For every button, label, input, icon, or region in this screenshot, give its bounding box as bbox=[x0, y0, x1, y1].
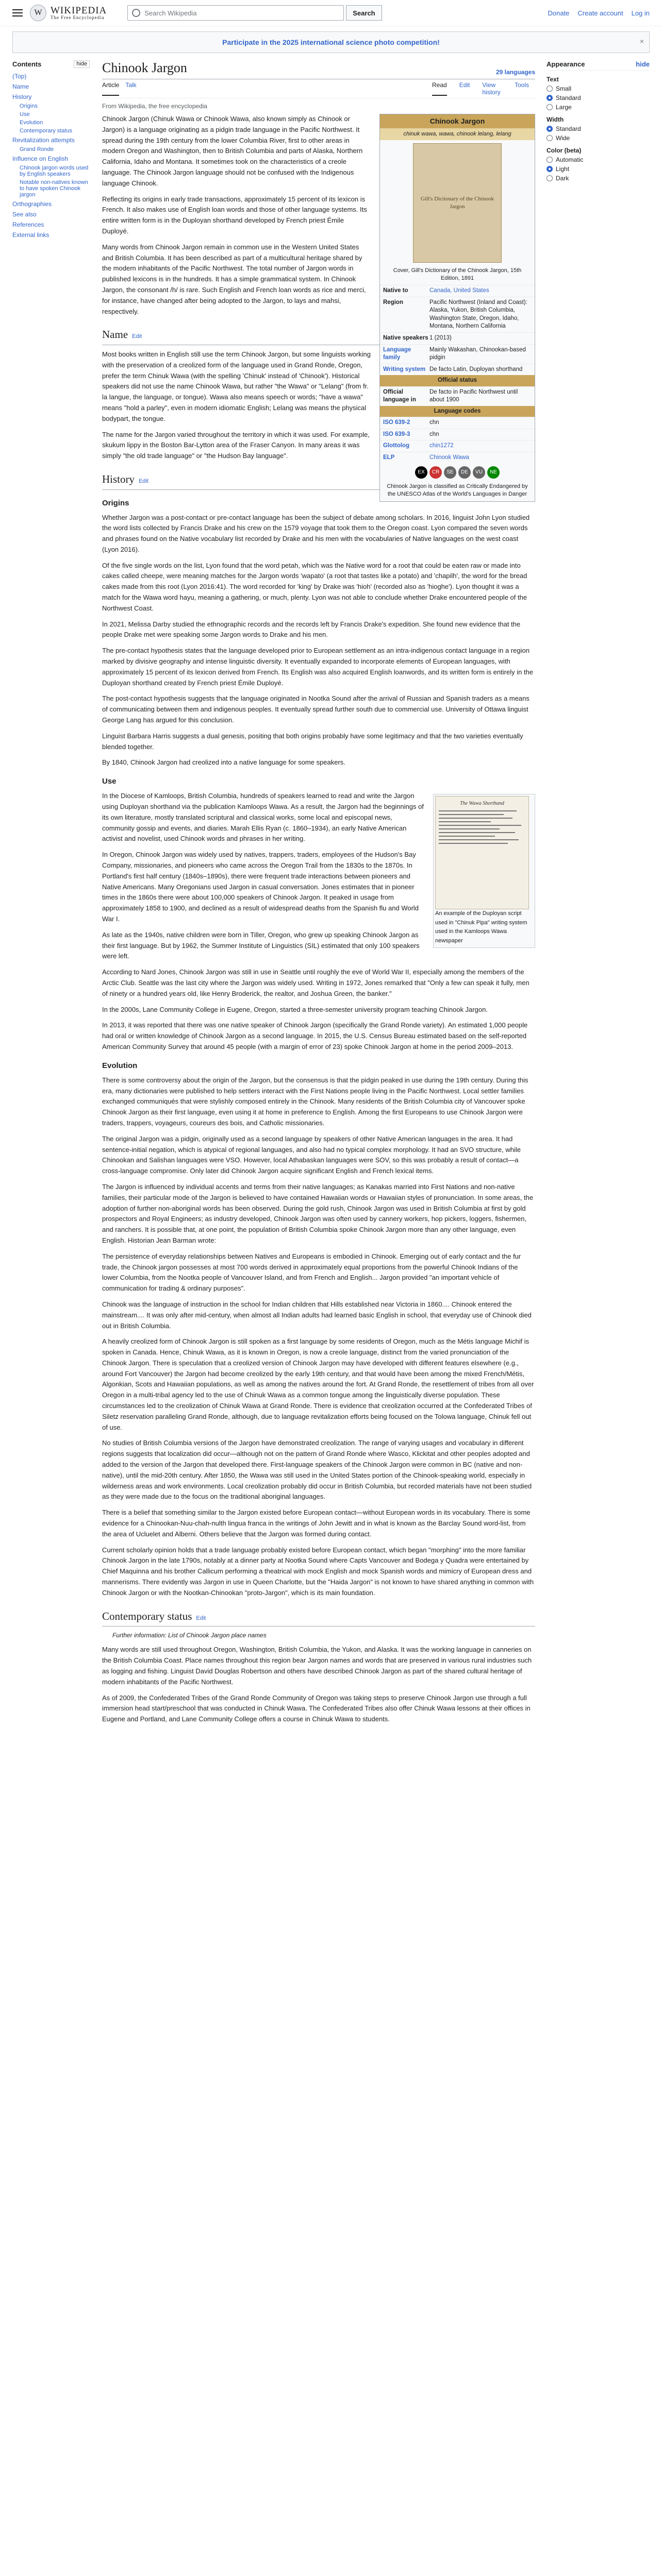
toc-subitem[interactable]: Evolution bbox=[20, 120, 43, 126]
scale-de: DE bbox=[458, 466, 471, 479]
toc-item[interactable]: (Top) bbox=[12, 73, 27, 80]
color-label: Color (beta) bbox=[547, 147, 582, 154]
scale-ex: EX bbox=[415, 466, 427, 479]
toc-item[interactable]: Influence on English bbox=[12, 155, 69, 162]
subsection-heading-origins: Origins bbox=[102, 498, 129, 507]
infobox-label: Native to bbox=[383, 287, 408, 294]
script-line bbox=[439, 836, 495, 837]
text-size-small[interactable] bbox=[547, 85, 650, 92]
infobox-row bbox=[380, 364, 535, 376]
search-placeholder: Search Wikipedia bbox=[144, 9, 197, 17]
infobox-value: chn bbox=[429, 419, 439, 426]
radio-icon bbox=[547, 157, 553, 163]
paragraph: As of 2009, the Confederated Tribes of the Grand Ronde Community of Oregon was taking steps to preserve Chinook Jargon use through a full immersion head start/preschool that was conducted in Chinuk Wawa. The Confederated Tribes also offer Chinuk Wawa lessons at their offices in Eugene and Portland, and Lane Community College offers a course in Chinuk Wawa to students. bbox=[102, 1693, 531, 1723]
text-size-standard[interactable] bbox=[547, 94, 650, 101]
option-label: Standard bbox=[556, 125, 581, 132]
intro-paragraph: Chinook Jargon (Chinuk Wawa or Chinook Wawa, also known simply as Chinook or Jargon) is a language originating as a pidgin trade language in the Pacific Northwest. It spread during the 19th century from the lower Columbia River, first to other areas in modern Oregon and Washington, then to British Columbia and parts of Alaska, Northern California, Idaho and Montana. It sometimes took on the characteristics of a creole language. The Chinook Jargon language should not be confused with the Indigenous language Chinook. bbox=[102, 115, 363, 187]
page-title: Chinook Jargon bbox=[102, 60, 187, 75]
toc-subitem[interactable]: Notable non-natives known to have spoken Chinook jargon bbox=[20, 179, 88, 198]
paragraph: In the Diocese of Kamloops, British Columbia, hundreds of speakers learned to read and write the Jargon using Duployan shorthand via the publication Kamloops Wawa. As a result, the Jargon had the beginnings of its own literature, mostly translated scriptural and classical works, some local and episcopal news, community gossip and events, and diaries. Marah Ellis Ryan (c. 1860–1934), an early Native American activist and novelist, used Chinook words and phrases in her writing. bbox=[102, 792, 424, 843]
site-notice-banner bbox=[12, 31, 650, 53]
paragraph: Current scholarly opinion holds that a trade language probably existed before European contact, which began "morphing" into the more familiar Chinook Jargon in the late 1790s, notably at a dinner party at Nootka Sound where Capts Vancouver and Bodega y Quadra were entertained by Chief Maquinna and his brother Callicum performing a theatrical with mock English and mock Spanish words and mimicry of European dress and mannerisms. There evidently was Jargon in use in Queen Charlotte, but the "Haida Jargon" is not known to have shared anything in common with Chinook Jargon or with the Nootkan-Chinookan "proto-Jargon", which is its main foundation. bbox=[102, 1546, 534, 1597]
script-line bbox=[439, 818, 512, 819]
toc-subitem[interactable]: Use bbox=[20, 111, 30, 117]
intro-paragraph: Reflecting its origins in early trade transactions, approximately 15 percent of its lexicon is French. It also makes use of English loan words and those of other language systems. Its entire written form is in the Duployan shorthand developed by French priest Émile Duployé. bbox=[102, 195, 367, 235]
paragraph: By 1840, Chinook Jargon had creolized into a native language for some speakers. bbox=[102, 758, 345, 767]
toc-item[interactable]: History bbox=[12, 93, 32, 100]
infobox-label[interactable]: ISO 639-3 bbox=[383, 431, 410, 437]
edit-section-link[interactable]: Edit bbox=[196, 1615, 206, 1621]
tab-read[interactable]: Read bbox=[432, 81, 447, 96]
color-automatic[interactable] bbox=[547, 156, 650, 163]
endangerment-scale bbox=[380, 463, 535, 482]
script-line bbox=[439, 839, 519, 840]
infobox-row bbox=[380, 344, 535, 364]
edit-section-link[interactable]: Edit bbox=[132, 333, 142, 340]
appearance-title: Appearance bbox=[547, 60, 585, 68]
main-menu-icon[interactable] bbox=[12, 9, 23, 16]
toc-item[interactable]: References bbox=[12, 221, 44, 228]
duployan-figure bbox=[433, 794, 535, 947]
width-standard[interactable] bbox=[547, 125, 650, 132]
wordmark-title: WIKIPEDIA bbox=[51, 5, 107, 16]
scale-vu: VU bbox=[473, 466, 485, 479]
toc-item[interactable]: Name bbox=[12, 83, 29, 90]
paragraph: Of the five single words on the list, Lyon found that the word petah, which was the Native word for a root that could be eaten raw or made into cakes called cheepe, were meaning matches for the Jargon words 'wapato' (a root that tastes like a potato) and 'chapilh', the word for the bread cakes made from this root (Lyon 2016:41). The word recorded for 'king' by Drake was 'hioh' (recorded also as 'hioghe'). Lyon thought it was a match for the Wawa word hayu, meaning a gathering, or much, plenty. Lyon was not able to conclude whether Drake encountered people of the Northwest Coast. bbox=[102, 561, 527, 612]
figure-title: The Wawa Shorthand bbox=[460, 801, 504, 807]
script-line bbox=[439, 821, 491, 822]
text-size-label: Text bbox=[547, 76, 559, 83]
log-in-link[interactable]: Log in bbox=[631, 9, 650, 17]
toc-subitem[interactable]: Origins bbox=[20, 103, 38, 109]
paragraph: The Jargon is influenced by individual accents and terms from their native languages; as Kanakas married into First Nations and non-native families, their particular mode of the Jargon is believed to have contained Hawaiian words or Hawaiian styles of pronunciation. In some areas, the adoption of further non-aboriginal words has been observed. During the gold rush, Chinook Jargon was used in British Columbia at first by gold prospectors and Royal Engineers; as industry developed, Chinook Jargon was often used by cannery workers, hop pickers, loggers, fishermen, and ranchers. It is possible that, at one point, the population of British Columbia spoke Chinook Jargon more than any other language, even English. Historian Jean Barman wrote: bbox=[102, 1182, 534, 1244]
subsection-heading-evolution: Evolution bbox=[102, 1061, 138, 1070]
wikipedia-globe-icon[interactable]: W bbox=[30, 5, 46, 21]
paragraph: A heavily creolized form of Chinook Jargon is still spoken as a first language by some residents of Oregon, much as the Métis language Michif is spoken in Canada. Hence, Chinuk Wawa, as it is known in Oregon, is now a creole language, distinct from the varied pronunciation of the Chinook Jargon. There is speculation that a creolized version of Chinook Jargon may have developed with different features elsewhere (e.g., around Fort Vancouver) the Jargon had become creolized by the early 19th century, and that would have been among the mixed French/Métis, Algonkian, Scots and Hawaiian populations, as well as among the natives around the fort. At Grand Ronde, the resettlement of tribes from all over Oregon in a multi-tribal agency led to the use of Chinuk Wawa as a common tongue among the linguistically diverse population. These circumstances led to the creolization of Chinuk Wawa at Grand Ronde. There is evidence that creolization occurred at the Confederated Tribes of Siletz reservation paralleling Grand Ronde, although, due to language revitalization efforts being focused on the Tolowa language, Chinuk fell out of use. bbox=[102, 1337, 534, 1431]
toc-item[interactable]: Revitalization attempts bbox=[12, 137, 75, 144]
edit-section-link[interactable]: Edit bbox=[139, 478, 148, 484]
scale-ne: NE bbox=[487, 466, 500, 479]
paragraph: The post-contact hypothesis suggests that the language originated in Nootka Sound after the arrival of Russian and Spanish traders as a means of communicating between them and indigenous peoples. It eventually spread further south due to commercial use. University of Ottawa linguist George Lang has argued for this conclusion. bbox=[102, 694, 529, 724]
intro-paragraph: Many words from Chinook Jargon remain in common use in the Western United States and British Columbia. It has been described as part of a multicultural heritage shared by the modern inhabitants of the Pacific Northwest. The total number of Jargon words in published lexicons is in the hundreds. It has a simple grammatical system. In Chinook Jargon, the consonant /h/ is rare. Such English and French loan words as rice and merci, for instance, have changed after being adopted to the Jargon, to lays and mahsi, respectively. bbox=[102, 243, 366, 315]
heading-text: Name bbox=[102, 328, 128, 341]
infobox-caption: Cover, Gill's Dictionary of the Chinook Jargon, 15th Edition, 1891 bbox=[393, 267, 522, 281]
infobox-label: Region bbox=[383, 299, 403, 306]
search-input[interactable] bbox=[127, 5, 344, 21]
script-line bbox=[439, 832, 515, 833]
infobox-section-official: Official status bbox=[380, 375, 535, 386]
create-account-link[interactable]: Create account bbox=[577, 9, 623, 17]
paragraph: Most books written in English still use the term Chinook Jargon, but some linguists working with the preservation of a creolized form of the language used in Grand Ronde, Oregon, prefer the term Chinuk Wawa (with the spelling 'Chinuk' instead of 'Chinook'). Historical speakers did not use the name Chinook Wawa, but rather "the Wawa" or "Lelang" (from fr. la langue, the language, or tongue). Wawa also means speech or words; "have a wawa" means "hold a parley", even in modern idiomatic English; Lelang was means the physical bodypart, the tongue. bbox=[102, 350, 371, 422]
option-label: Dark bbox=[556, 175, 569, 182]
infobox-title: Chinook Jargon bbox=[380, 114, 535, 128]
paragraph: As late as the 1940s, native children were born in Tiller, Oregon, who grew up speaking Chinook Jargon as their first language. But by 1962, the Summer Institute of Linguistics (SIL) estimated that only 100 speakers were left. bbox=[102, 930, 420, 960]
option-label: Automatic bbox=[556, 156, 584, 163]
option-label: Large bbox=[556, 104, 572, 111]
wordmark-tagline: The Free Encyclopedia bbox=[51, 15, 105, 20]
dictionary-cover-image[interactable] bbox=[413, 143, 502, 263]
radio-icon bbox=[547, 86, 553, 92]
figure-caption: An example of the Duployan script used in "Chinuk Pipa" writing system used in the Kamloops Wawa newspaper bbox=[435, 910, 527, 944]
wikipedia-wordmark[interactable] bbox=[51, 6, 107, 20]
infobox-value[interactable]: chin1272 bbox=[429, 443, 454, 449]
infobox-value: De facto in Pacific Northwest until about 1900 bbox=[429, 388, 518, 403]
infobox-section-codes: Language codes bbox=[380, 406, 535, 417]
infobox-value[interactable]: Canada, United States bbox=[429, 287, 489, 294]
toc-item[interactable]: See also bbox=[12, 211, 37, 218]
language-button[interactable]: 29 languages bbox=[495, 69, 535, 76]
appearance-hide-button[interactable]: hide bbox=[636, 60, 650, 68]
table-of-contents bbox=[12, 60, 90, 1730]
toc-subitem[interactable]: Grand Ronde bbox=[20, 146, 54, 152]
paragraph: Linguist Barbara Harris suggests a dual genesis, positing that both origins probably have some legitimacy and that the two varieties eventually blended together. bbox=[102, 732, 523, 751]
infobox-row bbox=[380, 332, 535, 344]
infobox-row bbox=[380, 429, 535, 440]
color-light[interactable] bbox=[547, 165, 650, 173]
page-tabs bbox=[102, 81, 535, 98]
endangerment-caption: Chinook Jargon is classified as Critically Endangered by the UNESCO Atlas of the World's Languages in Danger bbox=[387, 483, 528, 498]
radio-icon bbox=[547, 104, 553, 110]
search-icon bbox=[132, 9, 140, 17]
close-icon[interactable]: × bbox=[639, 37, 644, 45]
paragraph: No studies of British Columbia versions of the Jargon have demonstrated creolization. The range of varying usages and vocabulary in different regions suggests that localization did occur—although not on the pattern of Grand Ronde where Wasco, Klickitat and other peoples adopted and added to the version of the Jargon that developed there. First-language speakers of the Chinook Jargon were common in BC (native and non-native), until the mid-20th century. After 1850, the Wawa was still used in the United States portion of the Chinook-speaking world, especially in wilderness areas and work environments. Local creolization probably did occur in British Columbia, but recorded materials have not been studied as they were made due to the focus on the traditional aboriginal languages. bbox=[102, 1439, 532, 1501]
infobox bbox=[379, 114, 535, 502]
paragraph: Whether Jargon was a post-contact or pre-contact language has been the subject of debate among scholars. In 2016, linguist John Lyon studied the word lists collected by Francis Drake and his crew on the 1579 voyage that took them to the Oregon coast. Lyon compared the seven words and phrases found on the Native vocabulary list recorded by Drake and his men with the vocabularies of Native languages on the west coast (Lyon 2016). bbox=[102, 513, 530, 553]
from-wikipedia: From Wikipedia, the free encyclopedia bbox=[102, 103, 208, 110]
infobox-label[interactable]: Writing system bbox=[383, 366, 426, 372]
radio-selected-icon bbox=[547, 126, 553, 132]
infobox-row bbox=[380, 452, 535, 464]
paragraph: In 2021, Melissa Darby studied the ethnographic records and the records left by Francis Drake's expedition. She found new evidence that the people Drake met were speaking some Jargon words to Drake and his men. bbox=[102, 620, 521, 639]
toc-title: Contents bbox=[12, 60, 42, 68]
dictionary-cover-text: Gill's Dictionary of the Chinook Jargon bbox=[421, 195, 494, 210]
width-wide[interactable] bbox=[547, 134, 650, 142]
paragraph: According to Nard Jones, Chinook Jargon was still in use in Seattle until roughly the eve of World War II, especially among the members of the Arctic Club. Seattle was the last city where the Jargon was widely used. Writing in 1972, Jones remarked that "Only a few can speak it fully, men of ninety or a hundred years old, like Henry Broderick, the realtor, and Joshua Green, the banker." bbox=[102, 968, 529, 997]
paragraph: There is some controversy about the origin of the Jargon, but the consensus is that the pidgin peaked in use during the 19th century. During this era, many dictionaries were published to help settlers interact with the First Nations people living in the Pacific Northwest. Local settler families exchanged communiqués that were stylishly composed entirely in the Chinook. Many residents of the British Columbia city of Vancouver spoke Chinook Jargon as their first language, even using it at home in preference to English. Among the first Europeans to use Chinook Jargon were traders, trappers, voyageurs, coureurs des bois, and Catholic missionaries. bbox=[102, 1076, 528, 1127]
infobox-row bbox=[380, 297, 535, 332]
option-label: Wide bbox=[556, 134, 570, 142]
radio-icon bbox=[547, 175, 553, 181]
scale-cr: CR bbox=[429, 466, 442, 479]
article-body bbox=[102, 114, 535, 1725]
paragraph: The pre-contact hypothesis states that the language developed prior to European settlement as an intra-indigenous contact language in a region marked by divisive geography and intense linguistic diversity. It eventually expanded to incorporate elements of European languages, with approximately 15 percent of its lexicon derived from French. Its English was also acquired English loanwords, and its written form is entirely in the Duployan shorthand created by French priest Émile Duployé. bbox=[102, 647, 533, 687]
block-quote: Chinook was the language of instruction in the school for Indian children that Hills established near Victoria in 1860.... Chinook entered the mainstream.... It was only after mid-century, when almost all Indian adults had learned basic English in school, that everyday use of Chinook died out in British Columbia. bbox=[102, 1300, 532, 1330]
paragraph: There is a belief that something similar to the Jargon existed before European contact—without European words in its vocabulary. There is some evidence for a Chinookan-Nuu-chah-nulth lingua franca in the writings of John Jewitt and in what is known as the Barclay Sound word-list, from the area of Ucluelet and Alberni. Others believe that the Jargon was formed during contact. bbox=[102, 1509, 531, 1538]
toc-subitem[interactable]: Chinook jargon words used by English speakers bbox=[20, 165, 89, 177]
tab-view-history[interactable]: View history bbox=[482, 81, 501, 96]
infobox-label: Native speakers bbox=[383, 335, 428, 341]
block-quote: The persistence of everyday relationships between Natives and Europeans is embodied in Chinook. Emerging out of early contact and the fur trade, the Chinook jargon possesses at most 700 words derived in approximately equal proportions from the powerful Chinook Indians of the lower Columbia, from the Nootka people of Vancouver Island, and from French and English... Jargon provided "an important vehicle of communication for trading & ordinary purposes". bbox=[102, 1252, 521, 1293]
script-line bbox=[439, 828, 500, 829]
radio-selected-icon bbox=[547, 95, 553, 101]
script-line bbox=[439, 843, 508, 844]
option-label: Standard bbox=[556, 94, 581, 101]
appearance-panel bbox=[547, 60, 650, 1730]
toc-subitem[interactable]: Contemporary status bbox=[20, 128, 73, 134]
script-line bbox=[439, 825, 521, 826]
search-button[interactable]: Search bbox=[346, 5, 382, 21]
toc-item[interactable]: External links bbox=[12, 231, 49, 239]
infobox-native-name: chinuk wawa, wawa, chinook lelang, lelang bbox=[380, 128, 535, 140]
infobox-value: Mainly Wakashan, Chinookan-based pidgin bbox=[429, 346, 526, 361]
paragraph: The original Jargon was a pidgin, originally used as a second language by speakers of other Native American languages in the area. It had sentence-initial negation, which is atypical of regional languages, and also had no typical complex morphology. It had an SVO structure, while Chinookan and Salishan languages were VSO. However, local Athabaskan languages were SOV, so this was probably a result of contact—a cross-language compromise. Only later did Chinook Jargon acquire significant English and French lexical items. bbox=[102, 1134, 521, 1175]
paragraph: In Oregon, Chinook Jargon was widely used by natives, trappers, traders, employees of the Hudson's Bay Company, missionaries, and pioneers who came across the Oregon Trail from the 1830s to the 1870s. In Portland's first half century (1840s–1890s), there were frequent trade interactions between pioneers and Native Americans. Many Oregonians used Jargon in casual conversation. Jones estimates that in pioneer times in the 1860s there were about 100,000 speakers of Chinook Jargon. It peaked in usage from approximately 1858 to 1900, and declined as a result of widespread deaths from the Spanish flu and World War I. bbox=[102, 851, 419, 923]
infobox-label[interactable]: ISO 639-2 bbox=[383, 419, 410, 426]
duployan-script-image[interactable] bbox=[435, 796, 529, 909]
paragraph: In 2013, it was reported that there was one native speaker of Chinook Jargon (specifically the Grand Ronde variety). An estimated 1,000 people had oral or written knowledge of Chinook Jargon as a second language. In 2015, the U.S. Census Bureau estimated based on the self-reported American Community Survey that around 45 people (with a margin of error of 23) spoke Chinook Jargon at home in the period 2009–2013. bbox=[102, 1021, 528, 1050]
heading-text: History bbox=[102, 472, 135, 485]
infobox-label: Official language in bbox=[383, 388, 416, 403]
paragraph: In the 2000s, Lane Community College in Eugene, Oregon, started a three-semester university program teaching Chinook Jargon. bbox=[102, 1005, 488, 1013]
tab-talk[interactable]: Talk bbox=[125, 81, 137, 89]
script-line bbox=[439, 814, 504, 815]
infobox-value: 1 (2013) bbox=[429, 335, 452, 341]
infobox-value: De facto Latin, Duployan shorthand bbox=[429, 366, 523, 372]
scale-se: SE bbox=[444, 466, 456, 479]
script-line bbox=[439, 810, 517, 811]
donate-link[interactable]: Donate bbox=[548, 9, 570, 17]
radio-selected-icon bbox=[547, 166, 553, 172]
infobox-label[interactable]: Glottolog bbox=[383, 443, 410, 449]
infobox-value[interactable]: Chinook Wawa bbox=[429, 454, 469, 461]
infobox-value: Pacific Northwest (Inland and Coast): Alaska, Yukon, British Columbia, Washington State, Oregon, Idaho, Montana, Northern California bbox=[429, 299, 527, 330]
width-label: Width bbox=[547, 116, 564, 123]
infobox-row bbox=[380, 285, 535, 297]
infobox-value: chn bbox=[429, 431, 439, 437]
radio-icon bbox=[547, 135, 553, 141]
hatnote[interactable]: Further information: List of Chinook Jargon place names bbox=[112, 1632, 267, 1639]
infobox-label[interactable]: Language family bbox=[383, 346, 411, 361]
infobox-row bbox=[380, 417, 535, 429]
banner-link[interactable]: Participate in the 2025 international science photo competition! bbox=[222, 38, 440, 46]
paragraph: Many words are still used throughout Oregon, Washington, British Columbia, the Yukon, and Alaska. It was the working language in canneries on the British Columbia Coast. Place names throughout this region bear Jargon names and words that are preserved in various rural industries such as logging and fishing. Linguist David Douglas Robertson and others have described Chinook Jargon as part of the shared cultural heritage of modern inhabitants of the Pacific Northwest. bbox=[102, 1646, 532, 1686]
toc-hide-button[interactable]: hide bbox=[74, 60, 90, 68]
color-dark[interactable] bbox=[547, 175, 650, 182]
infobox-row bbox=[380, 440, 535, 452]
top-header bbox=[0, 0, 662, 26]
toc-item[interactable]: Orthographies bbox=[12, 200, 52, 208]
tab-article[interactable]: Article bbox=[102, 81, 119, 96]
subsection-heading-use: Use bbox=[102, 777, 117, 786]
tab-tools[interactable]: Tools bbox=[514, 81, 529, 89]
infobox-label[interactable]: ELP bbox=[383, 454, 395, 461]
text-size-large[interactable] bbox=[547, 104, 650, 111]
option-label: Light bbox=[556, 165, 570, 173]
paragraph: The name for the Jargon varied throughout the territory in which it was used. For example, skukum lippy in the Boston Bar-Lytton area of the Fraser Canyon. In many areas it was simply "the old trade language" or "the Hudson Bay language". bbox=[102, 430, 370, 460]
option-label: Small bbox=[556, 85, 572, 92]
tab-edit[interactable]: Edit bbox=[459, 81, 470, 89]
section-heading-contemporary bbox=[102, 1608, 535, 1627]
main-content bbox=[102, 60, 535, 1730]
infobox-row bbox=[380, 386, 535, 406]
heading-text: Contemporary status bbox=[102, 1609, 192, 1622]
